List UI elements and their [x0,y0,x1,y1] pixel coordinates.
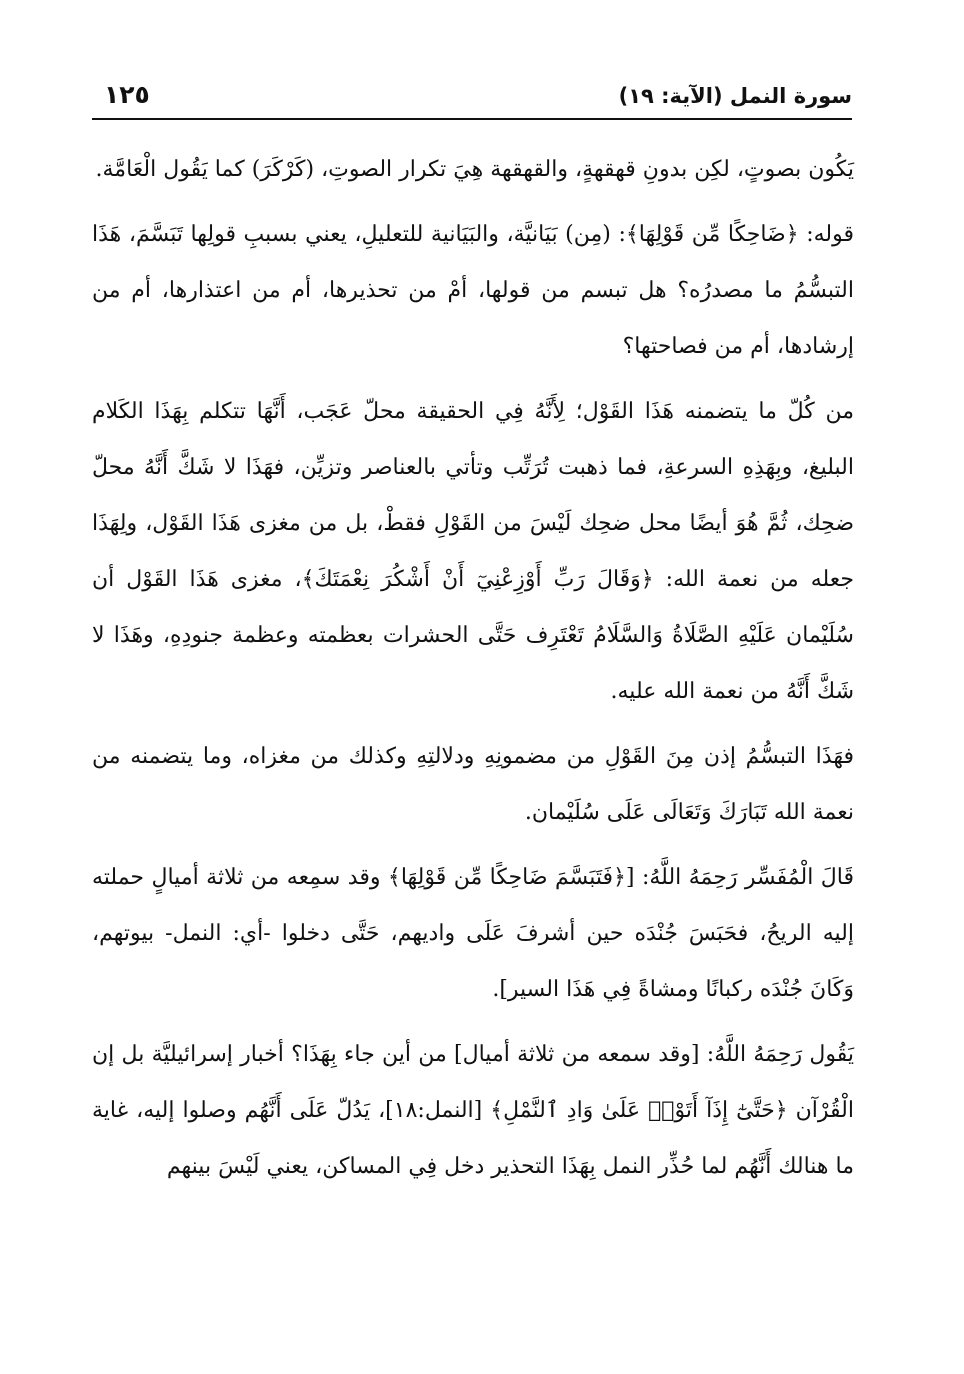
page-body [92,142,854,1195]
paragraph-3: من كُلّ ما يتضمنه هَذَا القَوْل؛ لِأَنَّهُ فِي الحقيقة محلّ عَجَب، أَنَّهَا تتكلم بِهَذَا الكَلام البليغ، وبِهَذِهِ السرعةِ، فما ذهبت تُرَتِّب وتأتي بالعناصر وتزيِّن، فهَذَا لا شَكَّ أَنَّهُ محلّ ضحِك، ثُمَّ هُوَ أيضًا محل ضحِك لَيْسَ من القَوْلِ فقطْ، بل من مغزى هَذَا القَوْل، ولِهَذَا جعله من نعمة الله: ﴿وَقَالَ رَبِّ أَوْزِعْنِيٓ أَنْ أَشْكُرَ نِعْمَتَكَ﴾، مغزى هَذَا القَوْل أن سُلَيْمان عَلَيْهِ الصَّلَاةُ وَالسَّلَامُ تَعْتَرِف حَتَّى الحشرات بعظمته وعظمة جنودِهِ، وهَذَا لا شَكَّ أَنَّهُ من نعمة الله عليه. [92,399,855,704]
surah-title: سورة النمل (الآية: ١٩) [618,84,852,108]
paragraph-4: فهَذَا التبسُّمُ إذن مِنَ القَوْلِ من مضمونِهِ ودلالتِهِ وكذلك من مغزاه، وما يتضمنه من نعمة الله تَبَارَكَ وَتَعَالَى عَلَى سُلَيْمان. [92,744,854,825]
paragraph-2: قوله: ﴿ضَاحِكًا مِّن قَوْلِهَا﴾: (مِن) بَيَانيَّة، والبَيَانية للتعليلِ، يعني بسببِ قولِها تَبَسَّمَ، هَذَا التبسُّمُ ما مصدرُه؟ هل تبسم من قولها، أمْ من تحذيرها، أم من اعتذارها، أم من إرشادها، أم من فصاحتها؟ [92,222,854,359]
paragraph-6: يَقُول رَحِمَهُ اللَّهُ: [وقد سمعه من ثلاثة أميال] من أين جاء بِهَذَا؟ أخبار إسرائيليَّة بل إن الْقُرْآن ﴿حَتَّىٰٓ إِذَآ أَتَوْا۟ عَلَىٰ وَادِ ٱلنَّمْلِ﴾ [النمل:١٨]، يَدُلّ عَلَى أَنَّهُم وصلوا إليه، غاية ما هنالك أَنَّهُم لما حُذِّر النمل بِهَذَا التحذير دخل فِي المساكن، يعني لَيْسَ بينهم [92,1042,854,1179]
page-number: ١٢٥ [104,80,150,109]
page-header [92,78,852,122]
header-divider [92,118,852,120]
paragraph-1: يَكُون بصوتٍ، لكِن بدونِ قهقهةٍ، والقهقهة هِيَ تكرار الصوتِ، (كَرْكَرَ) كما يَقُول الْعَامَّة. [95,157,854,182]
paragraph-5: قَالَ الْمُفَسِّر رَحِمَهُ اللَّهُ: [﴿فَتَبَسَّمَ ضَاحِكًا مِّن قَوْلِهَا﴾ وقد سمِعه من ثلاثة أميالٍ حملته إليه الريحُ، فحَبَسَ جُنْدَه حين أشرفَ عَلَى واديهم، حَتَّى دخلوا -أي: النمل- بيوتهم، وَكَانَ جُنْدَه ركبانًا ومشاةً فِي هَذَا السير]. [92,865,854,1002]
